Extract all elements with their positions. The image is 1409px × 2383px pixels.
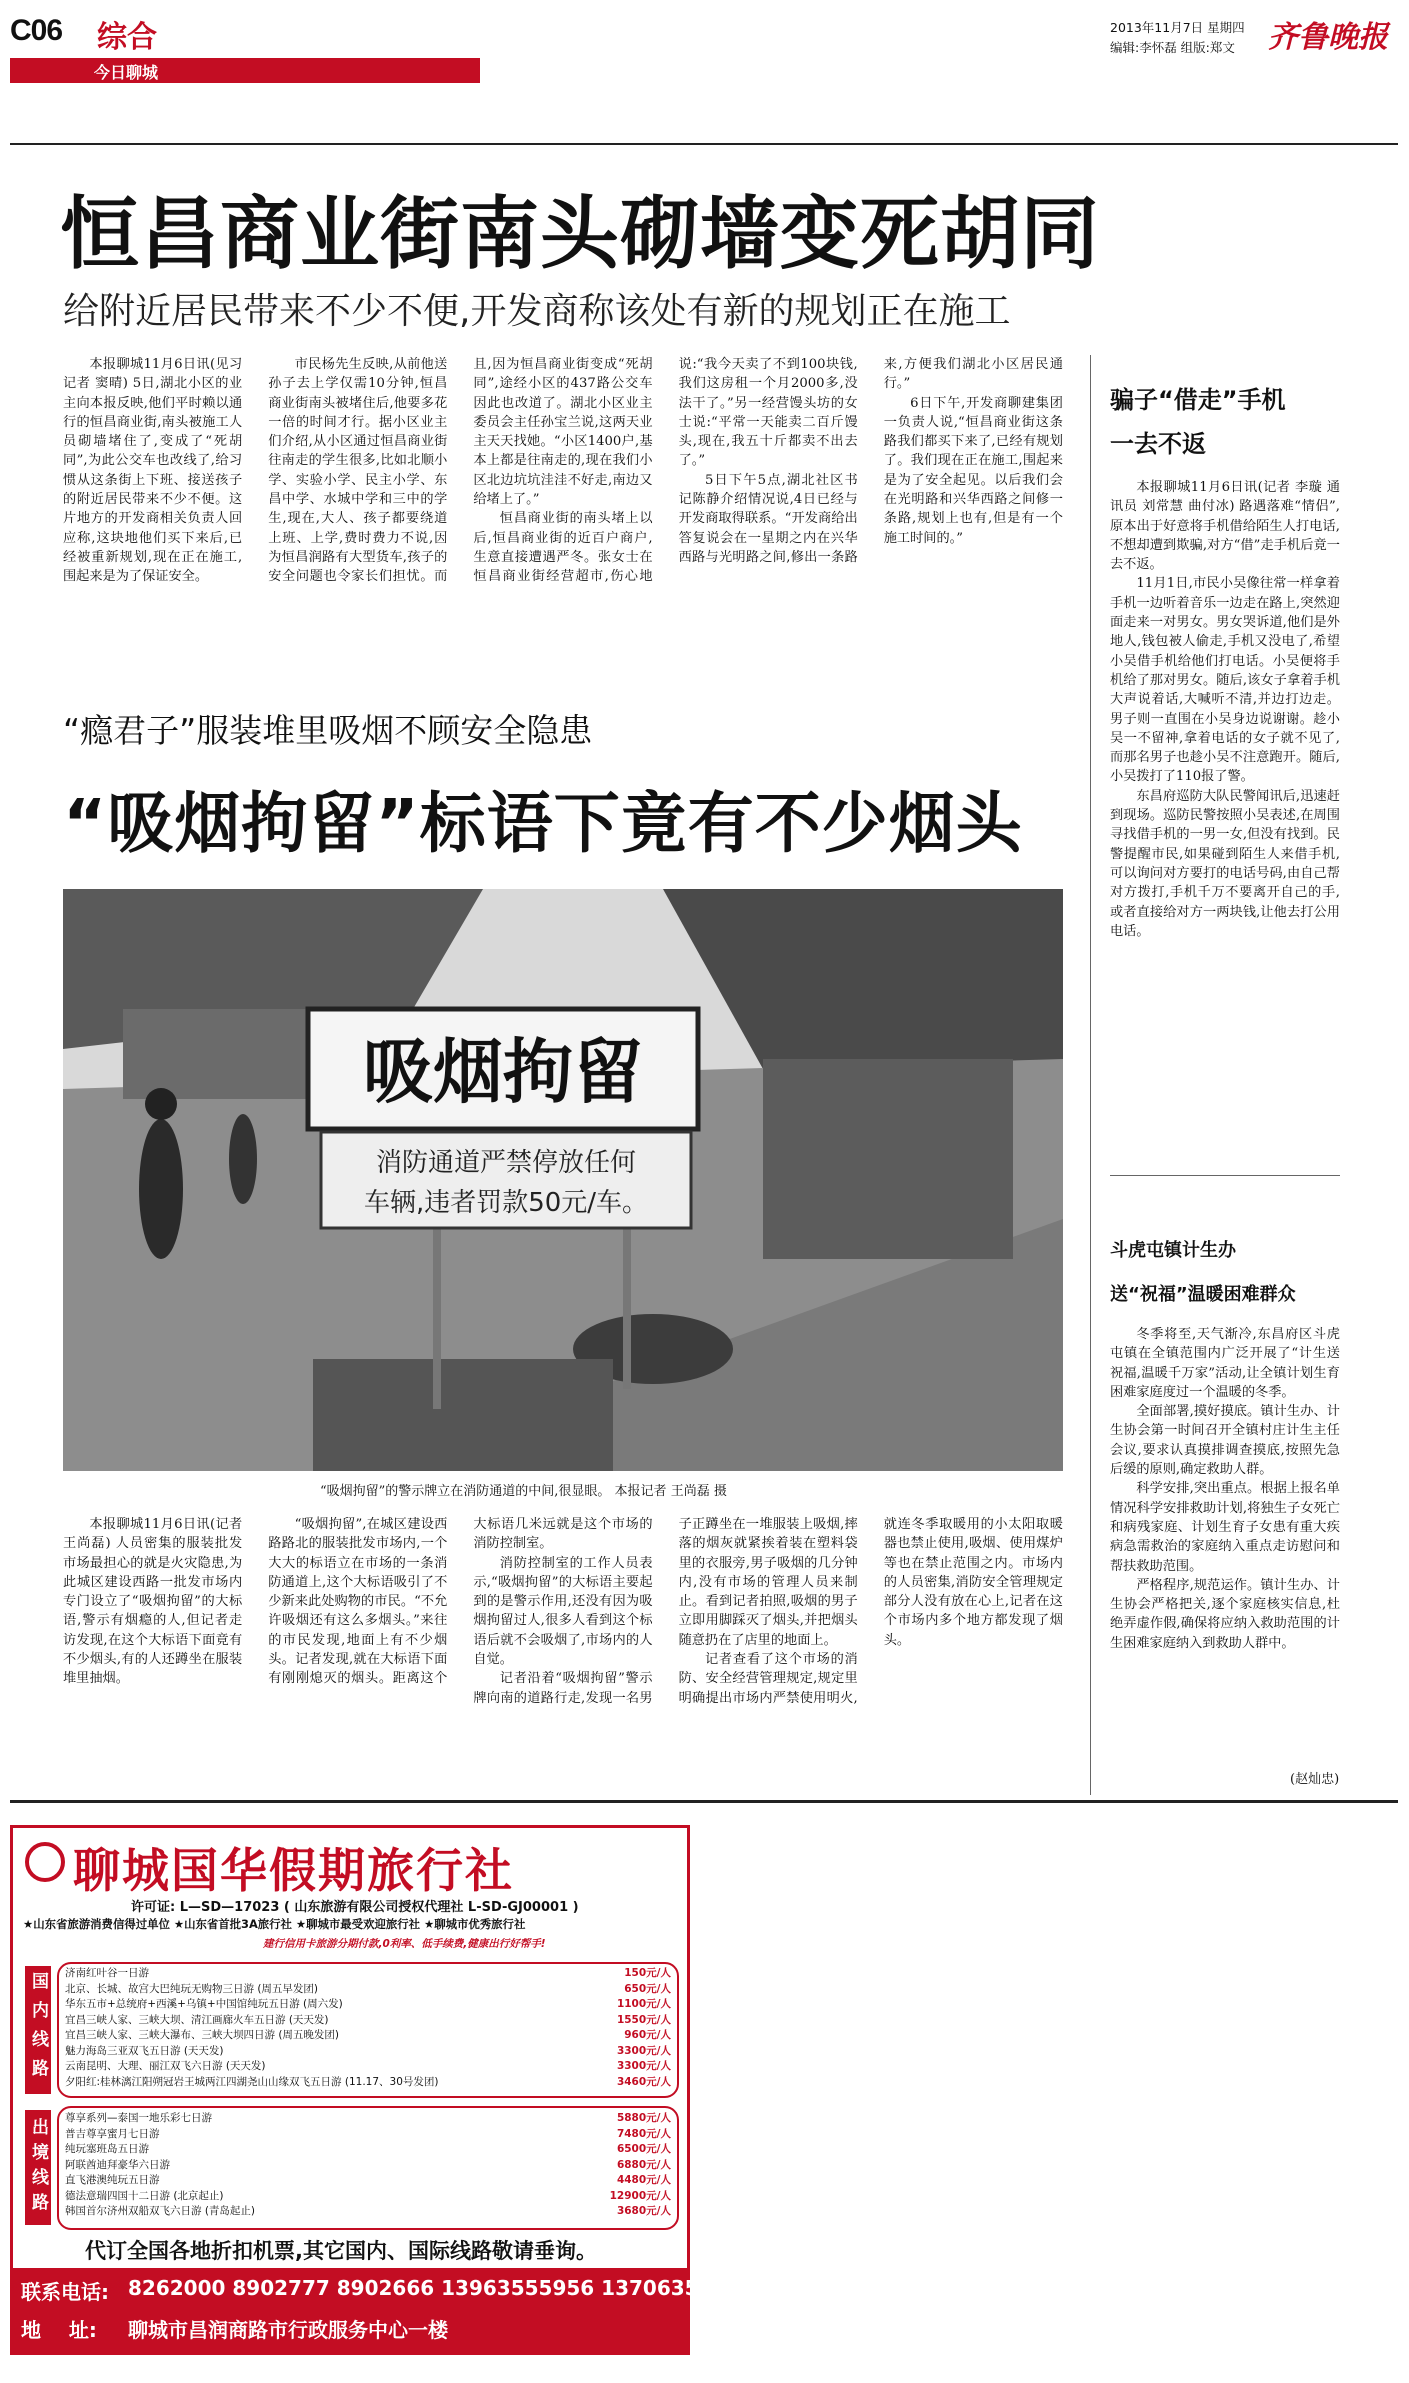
ad-address: 聊城市昌润商路市行政服务中心一楼 [128,2318,448,2342]
ad-footer-note: 代订全国各地折扣机票,其它国内、国际线路敬请垂询。 [85,2239,597,2263]
route-price: 960元/人 [624,2029,671,2041]
route-row [59,2059,677,2075]
story2-paragraph: 记者沿着“吸烟拘留”警示牌向南的道路行走,发现一名男子正蹲坐在一堆服装上吸烟,摔落的烟灰就紧挨着装在塑料袋里的衣服旁,男子吸烟的几分钟内,没有市场的管理人员来制止。看到记者拍照,吸烟的男子立即用脚踩灭了烟头,并把烟头随意扔在了店里的地面上。 [473,1517,858,1706]
story3-end-rule [1110,1175,1340,1176]
ad-top-rule [10,1800,1398,1803]
ad-phones: 8262000 8902777 8902666 13963555956 13706351210 [128,2276,755,2300]
photo-caption: “吸烟拘留”的警示牌立在消防通道的中间,很显眼。 本报记者 王尚磊 摄 [320,1484,727,1499]
route-row [59,2013,677,2029]
outbound-label: 出境线路 [25,2110,51,2225]
route-name: 魅力海岛三亚双飞五日游 (天天发) [65,2044,224,2057]
story2-paragraph: “吸烟拘留”,在城区建设西路路北的服装批发市场内,一个大大的标语立在市场的一条消防通道上,这个大标语吸引了不少新来此处购物的市民。“不允许吸烟还有这么多烟头。”来往的市民发现,地面上有不少烟头。记者发现,就在大标语下面有刚刚熄灭的烟头。距离这个大标语几米远就是这个市场的消防控制室。 [268,1517,653,1687]
route-name: 宜昌三峡人家、三峡大坝、清江画廊火车五日游 (天天发) [65,2013,329,2026]
route-name: 直飞港澳纯玩五日游 [65,2174,160,2186]
route-name: 普吉尊享蜜月七日游 [65,2127,160,2140]
route-row [59,2158,677,2174]
route-price: 3300元/人 [616,2044,671,2057]
story4-paragraph: 冬季将至,天气渐冷,东昌府区斗虎屯镇在全镇范围内广泛开展了“计生送祝福,温暖千万家”活动,让全镇计划生育困难家庭度过一个温暖的冬季。 [1110,1327,1340,1400]
story4-body [1110,1325,1340,1765]
route-name: 夕阳红:桂林漓江阳朔冠岩王城两江四湖尧山山缘双飞五日游 (11.17、30号发团) [65,2075,439,2088]
route-row [59,2044,677,2060]
photo-sign-line2: 车辆,违者罚款50元/车。 [363,1188,649,1218]
story4-headline-1: 斗虎屯镇计生办 [1110,1240,1236,1261]
story1-headline: 恒昌商业街南头砌墙变死胡同 [60,188,1100,280]
story3-paragraph: 东昌府巡防大队民警闻讯后,迅速赶到现场。巡防民警按照小吴表述,在周围寻找借手机的一男一女,但没有找到。民警提醒市民,如果碰到陌生人来借手机,可以询问对方要打的电话号码,由自己帮对方拨打,手机千万不要离开自己的手,或者直接给对方一两块钱,让他去打公用电话。 [1110,788,1340,939]
outbound-list [57,2106,679,2230]
story1-body [63,355,1063,685]
route-price: 6880元/人 [616,2158,671,2171]
ad-address-label: 地 址: [21,2318,97,2342]
domestic-label: 国内线路 [25,1966,51,2094]
route-price: 3680元/人 [616,2205,671,2217]
route-name: 云南昆明、大理、丽江双飞六日游 (天天发) [65,2060,266,2072]
story3-headline-2: 一去不返 [1110,430,1206,458]
route-row [59,2189,677,2205]
story2-paragraph: 消防控制室的工作人员表示,“吸烟拘留”的大标语主要起到的是警示作用,还没有因为吸烟拘留过人,很多人看到这个标语后就不会吸烟了,市场内的人自觉。 [473,1555,653,1668]
story1-paragraph: 6日下午,开发商聊建集团一负责人说,“恒昌商业街这条路我们都买下来了,已经有规划了。我们现在正在施工,围起来是为了安全起见。以后我们会在光明路和兴华西路之间修一条路,规划上也有,但是有一个施工时间的。” [883,395,1063,546]
story4-paragraph: 科学安排,突出重点。根据上报名单情况科学安排救助计划,将独生子女死亡和病残家庭、计划生育子女患有重大疾病急需救治的家庭纳入重点走访慰问和帮扶救助范围。 [1110,1481,1340,1574]
story2-headline: “吸烟拘留”标语下竟有不少烟头 [63,785,1023,862]
route-row [59,2028,677,2044]
route-price: 650元/人 [624,1982,671,1995]
header-divider [10,143,1398,145]
route-price: 7480元/人 [616,2127,671,2140]
story3-headline-1: 骗子“借走”手机 [1110,386,1286,414]
route-price: 3300元/人 [616,2060,671,2072]
route-price: 3460元/人 [616,2075,671,2088]
story1-paragraph: 5日下午5点,湖北社区书记陈静介绍情况说,4日已经与开发商取得联系。“开发商给出答复说会在一星期之内在兴华西路与光明路之间,修出一条路来,方便我们湖北小区居民通行。” [678,357,1063,565]
route-price: 1100元/人 [616,1998,671,2010]
route-row [59,1997,677,2013]
story2-body [63,1515,1063,1785]
route-row [59,2127,677,2143]
photo-sign-big: 吸烟拘留 [363,1031,643,1113]
story1-paragraph: 市民杨先生反映,从前他送孙子去上学仅需10分钟,恒昌商业街南头被堵住后,他要多花一倍的时间才行。据小区业主们介绍,从小区通过恒昌商业街往南走的学生很多,比如北顺小学、实验小学、民主小学、东昌中学、水城中学和三中的学生,现在,大人、孩子都要绕道上班、上学,费时费力不说,因为恒昌润路有大型货车,孩子的安全问题也令家长们担忧。而且,因为恒昌商业街变成“死胡同”,途经小区的437路公交车因此也改道了。湖北小区业主委员会主任孙宝兰说,这两天业主天天找她。“小区1400户,基本上都是往南走的,现在我们小区北边坑坑洼洼不好走,南边又给堵上了。” [268,357,653,585]
ad-slogan: 建行信用卡旅游分期付款,0利率、低手续费,健康出行好帮手! [263,1938,546,1950]
route-name: 华东五市+总统府+西溪+乌镇+中国馆纯玩五日游 (周六发) [65,1998,343,2010]
route-name: 德法意瑞四国十二日游 (北京起止) [65,2189,224,2202]
photo-sign-line1: 消防通道严禁停放任何 [375,1148,637,1178]
route-price: 6500元/人 [616,2143,671,2155]
right-column-divider [1090,355,1091,1795]
story2-kicker: “瘾君子”服装堆里吸烟不顾安全隐患 [63,711,593,750]
story2-paragraph: 记者查看了这个市场的消防、安全经营管理规定,规定里明确提出市场内严禁使用明火,就连冬季取暖用的小太阳取暖器也禁止使用,吸烟、使用煤炉等也在禁止范围之内。市场内的人员密集,消防安全管理规定部分人没有放在心上,记者在这个市场内多个地方都发现了烟头。 [678,1517,1063,1706]
story4-headline-2: 送“祝福”温暖困难群众 [1110,1284,1296,1305]
ad-license: 许可证: L—SD—17023 ( 山东旅游有限公司授权代理社 L-SD-GJ00001 ) [131,1900,579,1915]
story3-paragraph: 本报聊城11月6日讯(记者 李璇 通讯员 刘常慧 曲付冰) 路遇落难“情侣”,原本出于好意将手机借给陌生人打电话,不想却遭到欺骗,对方“借”走手机后竟一去不返。 [1110,480,1340,573]
route-row [59,2173,677,2189]
route-name: 韩国首尔济州双船双飞六日游 (青岛起止) [65,2205,256,2217]
editor-credit: 编辑:李怀磊 组版:郑文 [1110,40,1235,55]
route-name: 北京、长城、故宫大巴纯玩无购物三日游 (周五早发团) [65,1982,319,1995]
story1-subheadline: 给附近居民带来不少不便,开发商称该处有新的规划正在施工 [63,291,1011,332]
route-row [59,1982,677,1998]
route-name: 阿联酋迪拜豪华六日游 [65,2158,170,2171]
ad-title: 聊城国华假期旅行社 [73,1844,514,1899]
route-price: 5880元/人 [616,2112,671,2124]
route-row [59,2142,677,2158]
route-row [59,2111,677,2127]
story4-paragraph: 全面部署,摸好摸底。镇计生办、计生协会第一时间召开全镇村庄计生主任会议,要求认真摸排调查摸底,按照先急后缓的原则,确定救助人群。 [1110,1404,1340,1478]
newspaper-logo: 齐鲁晚报 [1268,20,1388,55]
story3-paragraph: 11月1日,市民小吴像往常一样拿着手机一边听着音乐一边走在路上,突然迎面走来一对男女。男女哭诉道,他们是外地人,钱包被人偷走,手机又没电了,希望小吴借手机给他们打电话。小吴便将手机给了那对男女。随后,该女子拿着手机大声说着话,大喊听不清,并边打边走。男子则一直围在小吴身边说谢谢。趁小吴一不留神,拿着电话的女子就不见了,而那名男子也趁小吴不注意跑开。随后,小吴拨打了110报了警。 [1110,576,1340,785]
route-price: 150元/人 [624,1967,671,1979]
travel-ad [10,1825,755,2355]
story4-paragraph: 严格程序,规范运作。镇计生办、计生协会严格把关,逐个家庭核实信息,杜绝弄虚作假,确保将应纳入救助范围的计生困难家庭纳入到救助人群中。 [1110,1577,1340,1651]
story2-paragraph: 本报聊城11月6日讯(记者 王尚磊) 人员密集的服装批发市场最担心的就是火灾隐患,为此城区建设西路一批发市场内专门设立了“吸烟拘留”的大标语,警示有烟瘾的人,但记者走访发现,在这个大标语下面竟有不少烟头,有的人还蹲坐在服装堆里抽烟。 [63,1517,243,1687]
domestic-list [57,1962,679,2098]
route-name: 纯玩塞班岛五日游 [65,2143,149,2155]
ad-badges: ★山东省旅游消费信得过单位 ★山东省首批3A旅行社 ★聊城市最受欢迎旅行社 ★聊城市优秀旅行社 [23,1917,526,1931]
section-name: 综合 [97,20,157,55]
subsection-name: 今日聊城 [94,63,159,82]
route-price: 12900元/人 [609,2189,671,2202]
route-price: 1550元/人 [616,2013,671,2026]
page-number: C06 [10,14,63,47]
story4-byline: (赵灿忠) [1290,1772,1340,1787]
route-row [59,1966,677,1982]
route-row [59,2075,677,2091]
story2-photo [63,889,1063,1471]
route-row [59,2204,677,2220]
route-name: 济南红叶谷一日游 [65,1967,149,1979]
story3-body [1110,478,1340,1168]
route-price: 4480元/人 [616,2174,671,2186]
issue-date: 2013年11月7日 星期四 [1110,20,1245,35]
ad-phone-label: 联系电话: [21,2280,109,2304]
route-name: 尊享系列—泰国一地乐彩七日游 [65,2112,212,2124]
ad-logo-icon [25,1842,65,1882]
header-red-bar [10,58,480,83]
story1-paragraph: 恒昌商业街的南头堵上以后,恒昌商业街的近百户商户,生意直接遭遇严冬。张女士在恒昌商业街经营超市,伤心地说:“我今天卖了不到100块钱,我们这房租一个月2000多,没法干了。”另一经营馒头坊的女士说:“平常一天能卖二百斤馒头,现在,我五十斤都卖不出去了。” [473,357,858,585]
route-name: 宜昌三峡人家、三峡大瀑布、三峡大坝四日游 (周五晚发团) [65,2029,340,2041]
story1-paragraph: 本报聊城11月6日讯(见习记者 窦晴) 5日,湖北小区的业主向本报反映,他们平时赖以通行的恒昌商业街,南头被施工人员砌墙堵住了,变成了“死胡同”,为此公交车也改线了,给习惯从这条街上下班、接送孩子的附近居民带来不少不便。这片地方的开发商相关负责人回应称,这块地他们买下来后,已经被重新规划,现在正在施工,围起来是为了保证安全。 [63,357,243,585]
